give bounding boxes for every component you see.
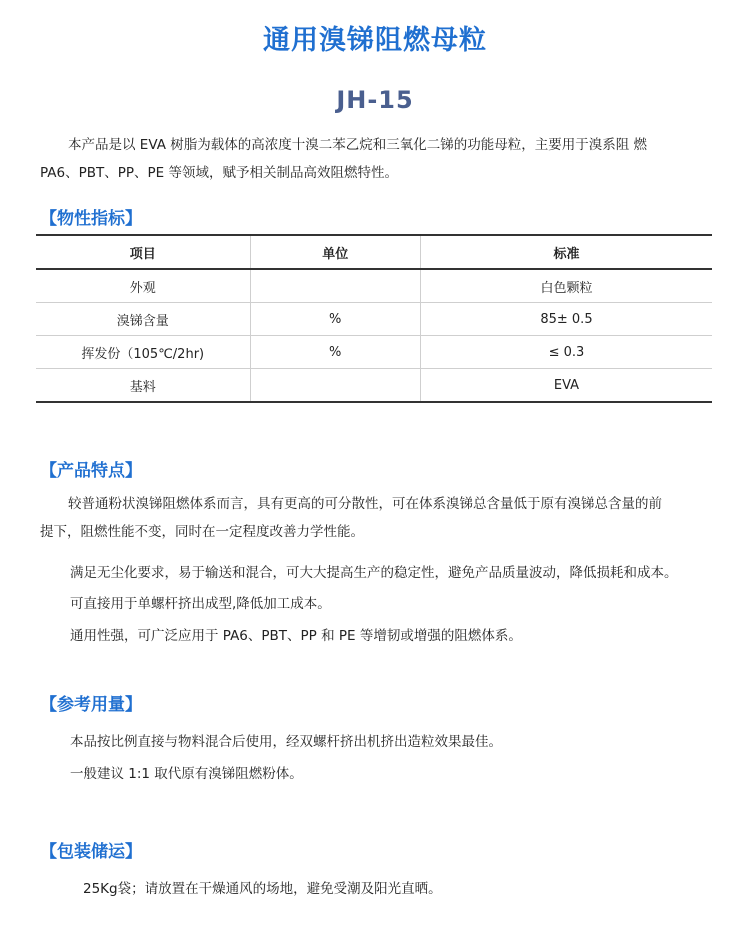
section-dosage-heading: 【参考用量】 [40,695,142,715]
dosage-paragraph-2: 一般建议 1:1 取代原有溴锑阻燃粉体。 [70,766,303,782]
features-paragraph-4: 通用性强，可广泛应用于 PA6、PBT、PP 和 PE 等增韧或增强的阻燃体系。 [70,628,522,644]
section-properties-heading: 【物性指标】 [40,209,142,229]
table-cell: EVA [420,369,712,403]
table-cell: 溴锑含量 [36,303,250,336]
header-standard: 标准 [420,235,712,269]
table-header-row [36,235,712,269]
intro-line-1: 本产品是以 EVA 树脂为载体的高浓度十溴二苯乙烷和三氧化二锑的功能母粒，主要用于溴系阻 燃 [68,137,648,153]
table-row [36,303,712,336]
product-model: JH-15 [336,86,414,114]
packaging-paragraph: 25Kg袋；请放置在干燥通风的场地，避免受潮及阳光直晒。 [83,881,442,897]
table-row [36,369,712,403]
section-features-heading: 【产品特点】 [40,461,142,481]
section-packaging-heading: 【包装储运】 [40,842,142,862]
table-cell: 白色颗粒 [420,269,712,303]
table-cell [250,369,420,403]
table-cell: 基料 [36,369,250,403]
table-cell [250,269,420,303]
table-row [36,336,712,369]
intro-line-2: PA6、PBT、PP、PE 等领域，赋予相关制品高效阻燃特性。 [40,165,398,181]
features-paragraph-2: 满足无尘化要求，易于输送和混合，可大大提高生产的稳定性，避免产品质量波动，降低损耗和成本。 [70,565,678,581]
features-paragraph-3: 可直接用于单螺杆挤出成型,降低加工成本。 [70,596,331,612]
header-item: 项目 [36,235,250,269]
table-cell: 外观 [36,269,250,303]
table-row [36,269,712,303]
table-cell: ≤ 0.3 [420,336,712,369]
dosage-paragraph-1: 本品按比例直接与物料混合后使用，经双螺杆挤出机挤出造粒效果最佳。 [70,734,502,750]
intro-paragraph [40,131,712,187]
table-cell: 85± 0.5 [420,303,712,336]
page-title: 通用溴锑阻燃母粒 [263,25,487,56]
table-cell: % [250,303,420,336]
features-line-1: 较普通粉状溴锑阻燃体系而言，具有更高的可分散性，可在体系溴锑总含量低于原有溴锑总含量的前 [68,496,662,512]
features-paragraph-1 [40,490,712,546]
features-line-2: 提下，阻燃性能不变，同时在一定程度改善力学性能。 [40,524,364,540]
header-unit: 单位 [250,235,420,269]
table-cell: % [250,336,420,369]
properties-table [36,234,712,403]
table-cell: 挥发份（105℃/2hr) [36,336,250,369]
